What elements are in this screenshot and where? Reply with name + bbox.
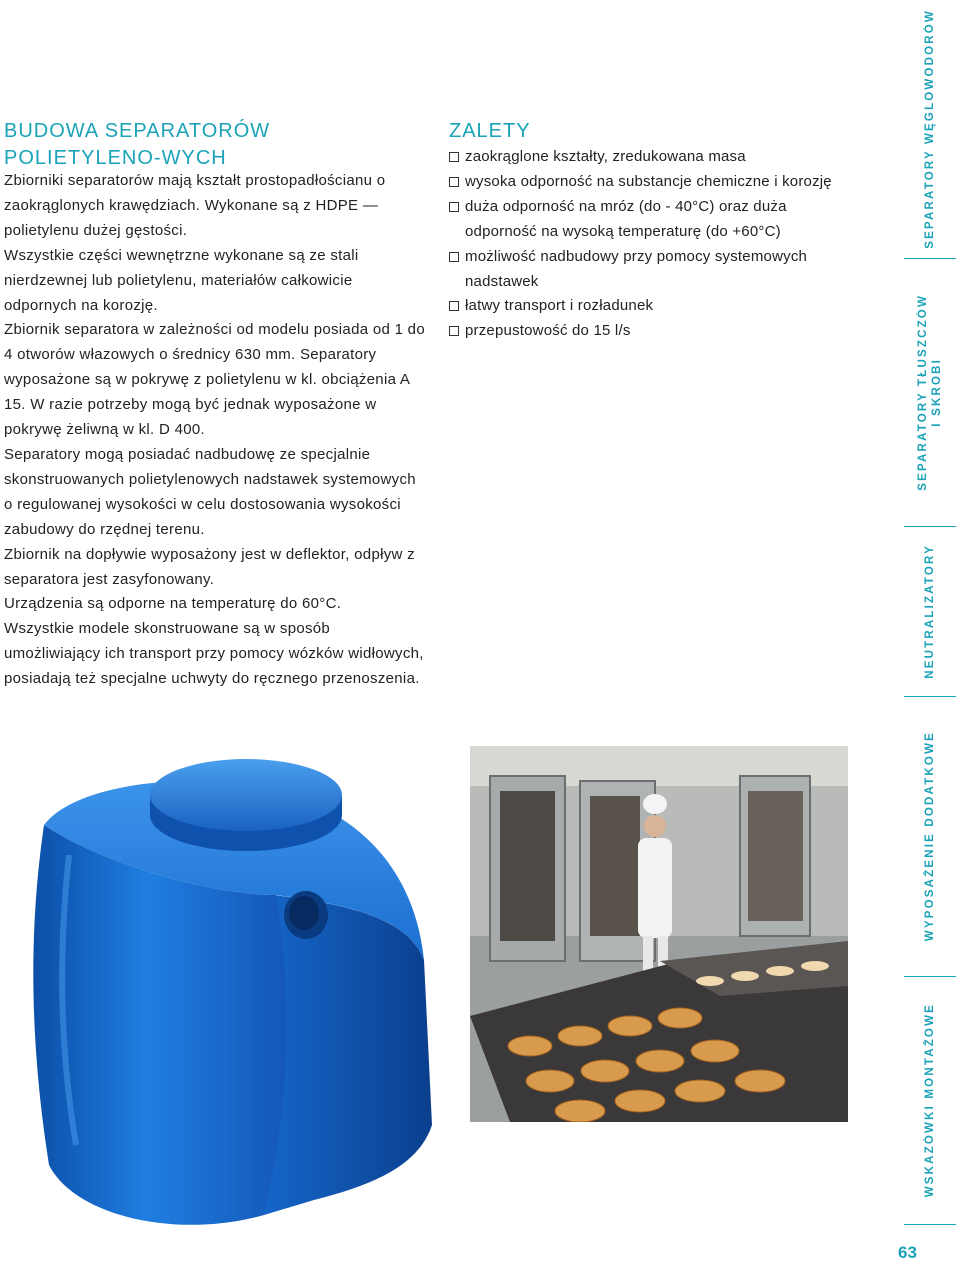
paragraph: Urządzenia są odporne na temperaturę do 60°C. — [4, 595, 342, 613]
list-item — [449, 245, 849, 295]
tab-separatory-weglowodorow[interactable] — [904, 0, 956, 259]
checkbox-square-icon — [449, 326, 459, 336]
paragraph: Wszystkie części wewnętrzne wykonane są ze stali nierdzewnej lub polietylenu, materiałów całkowicie odpornych na korozję. — [4, 246, 359, 314]
paragraph: Zbiornik separatora w zależności od modelu posiada od 1 do 4 otworów włazowych o średnicy 630 mm. Separatory wyposażone są w pokrywę z polietylenu w kl. obciążenia A 15. W razie potrzeby mogą być jednak wyposażone w pokrywę żeliwną w kl. D 400. — [4, 321, 425, 439]
list-item — [449, 145, 849, 170]
list-item-text: możliwość nadbudowy przy pomocy systemowych nadstawek — [465, 247, 808, 290]
paragraph: Zbiorniki separatorów mają kształt prostopadłościanu o zaokrąglonych krawędziach. Wykonane są z HDPE — polietylenu dużej gęstości. — [4, 172, 386, 239]
section-title-construction: BUDOWA SEPARATORÓW POLIETYLENO-WYCH — [4, 120, 271, 169]
paragraph: Separatory mogą posiadać nadbudowę ze specjalnie skonstruowanych polietylenowych nadstawek systemowych o regulowanej wysokości w celu dostosowania wysokości zabudowy do rzędnej terenu. — [4, 445, 416, 538]
list-item-text: łatwy transport i rozładunek — [465, 297, 654, 315]
checkbox-square-icon — [449, 301, 459, 311]
checkbox-square-icon — [449, 202, 459, 212]
list-item-text: zaokrąglone kształty, zredukowana masa — [465, 148, 746, 165]
list-item-text: wysoka odporność na substancje chemiczne i korozję — [465, 172, 832, 190]
page-number: 63 — [898, 1243, 917, 1262]
list-item-text: przepustowość do 15 l/s — [465, 322, 631, 340]
tab-neutralizatory[interactable] — [904, 526, 956, 697]
advantages-list — [449, 145, 849, 344]
kitchen-photo — [470, 746, 848, 1122]
list-item — [449, 170, 849, 195]
list-item — [449, 294, 849, 319]
section-title-advantages: ZALETY — [449, 120, 531, 142]
tab-label: WYPOSAŻENIE DODATKOWE — [924, 730, 936, 942]
paragraph: Zbiornik na dopływie wyposażony jest w deflektor, odpływ z separatora jest zasyfonowany. — [4, 545, 415, 588]
list-item — [449, 195, 849, 245]
list-item-text: duża odporność na mróz (do - 40°C) oraz duża odporność na wysoką temperaturę (do +60°C) — [465, 197, 787, 240]
checkbox-square-icon — [449, 177, 459, 187]
tab-label: WSKAZÓWKI MONTAŻOWE — [924, 1002, 936, 1198]
tab-label: SEPARATORY TŁUSZCZÓW I SKROBI — [917, 293, 943, 491]
tab-wskazowki-montazowe[interactable] — [904, 976, 956, 1225]
paragraph: Wszystkie modele skonstruowane są w sposób umożliwiający ich transport przy pomocy wózków widłowych, posiadają też specjalne uchwyty do ręcznego przenoszenia. — [4, 620, 424, 688]
tab-separatory-tluszczow[interactable] — [904, 258, 956, 527]
construction-text — [4, 169, 429, 692]
checkbox-square-icon — [449, 252, 459, 262]
chapter-sidebar — [904, 0, 960, 1225]
tab-label: NEUTRALIZATORY — [924, 543, 936, 679]
tab-wyposazenie-dodatkowe[interactable] — [904, 696, 956, 977]
checkbox-square-icon — [449, 152, 459, 162]
separator-tank-image — [14, 745, 439, 1245]
tab-label: SEPARATORY WĘGLOWODORÓW — [924, 9, 936, 249]
list-item — [449, 319, 849, 344]
